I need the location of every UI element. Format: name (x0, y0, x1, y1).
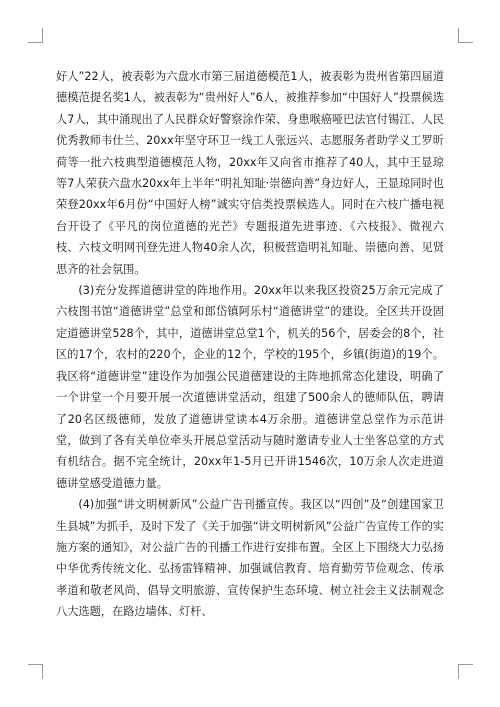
document-body (56, 66, 444, 623)
crop-mark-top-left (28, 28, 43, 43)
crop-mark-bottom-right (458, 664, 473, 679)
paragraph-public-service-ads: (4)加强“讲文明树新风”公益广告刊播宣传。我区以“四创”及“创建国家卫生县城”为抓手，及时下发了《关于加强“讲文明树新风”公益广告宣传工作的实施方案的通知》，对公益广告的刊播工作进行安排布置。全区上下围绕大力弘扬中华优秀传统文化、弘扬雷锋精神、加强诚信教育、培育勤劳节俭观念、传承孝道和敬老风尚、倡导文明旅游、宣传保护生态环境、树立社会主义法制观念八大选题，在路边墙体、灯杆、 (56, 498, 444, 619)
paragraph-moral-lecture-hall: (3)充分发挥道德讲堂的阵地作用。20xx年以来我区投资25万余元完成了六枝图书馆“道德讲堂”总堂和郎岱镇阿乐村“道德讲堂”的建设。全区共开设固定道德讲堂528个，其中，道德讲堂总堂1个，机关的56个，居委会的8个，社区的17个，农村的220个，企业的12个，学校的195个，乡镇(街道)的19个。我区将“道德讲堂”建设作为加强公民道德建设的主阵地抓常态化建设，明确了一个讲堂一个月要开展一次道德讲堂活动，组建了500余人的德师队伍，聘请了20名区级德师，发放了道德讲堂读本4万余册。道德讲堂总堂作为示范讲堂，做到了各有关单位牵头开展总堂活动与随时邀请专业人士坐客总堂的方式有机结合。据不完全统计，20xx年1-5月已开讲1546次，10万余人次走进道德讲堂感受道德力量。 (56, 284, 444, 490)
crop-mark-top-right (458, 28, 473, 43)
paragraph-continuation: 好人”22人，被表彰为六盘水市第三届道德模范1人，被表彰为贵州省第四届道德模范提名奖1人，被表彰为“贵州好人”6人，被推荐参加“中国好人”投票候选人7人，其中涌现出了人民群众好警察涂作荣、身患喉癌哑巴法官付锡江、人民优秀教师韦仕兰、20xx年坚守环卫一线工人张远兴、志愿服务者助学义工罗昕荷等一批六枝典型道德模范人物，20xx年又向省市推荐了40人，其中王显琼等7人荣获六盘水20xx年上半年“明礼知耻·崇德向善”身边好人，王显琼同时也荣登20xx年6月份“中国好人榜”诚实守信类投票候选人。同时在六枝广播电视台开设了《平凡的岗位道德的光芒》专题报道先进事迹、《六枝报》、微视六枝、六枝文明网刊登先进人物40余人次，积极营造明礼知耻、崇德向善、见贤思齐的社会氛围。 (56, 70, 444, 276)
crop-mark-bottom-left (28, 664, 43, 679)
